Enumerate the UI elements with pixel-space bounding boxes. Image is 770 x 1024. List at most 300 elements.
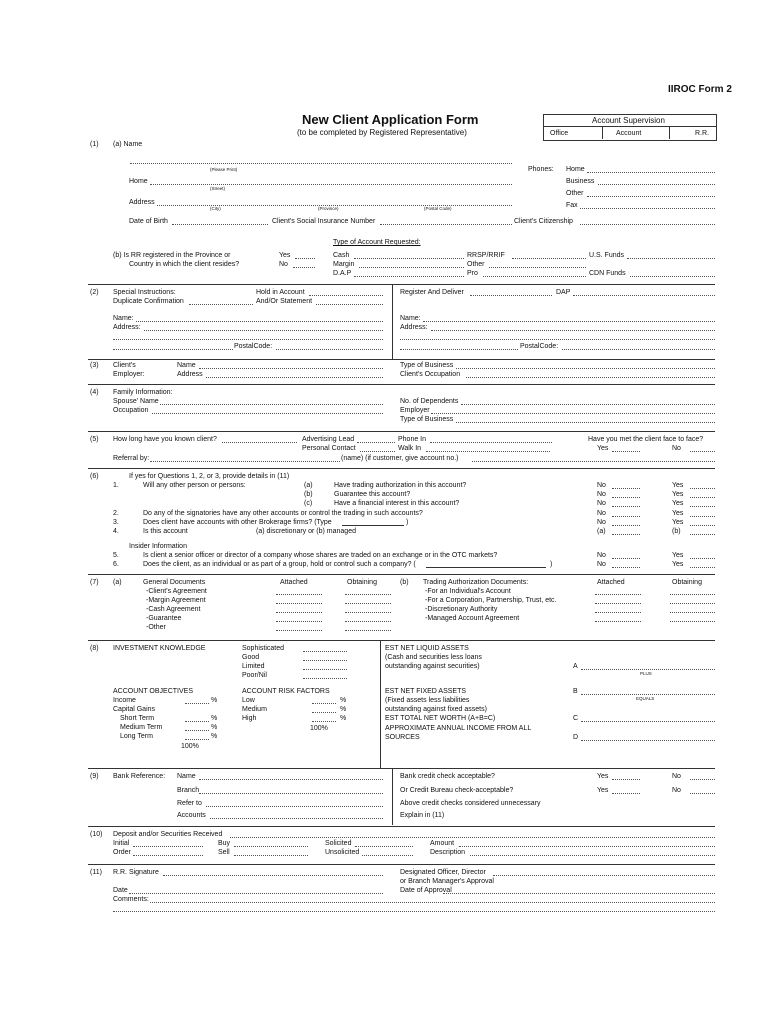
type-requested: Type of Account Requested: [333,239,421,246]
q4-a: (a) [597,528,606,535]
supervision-office: Office [550,130,569,137]
cash-field[interactable] [354,258,464,259]
dap-label: D.A.P [333,270,352,277]
bank-name-field[interactable] [199,779,383,780]
s6-intro: If yes for Questions 1, 2, or 3, provide details in (11) [129,473,290,480]
supervision-title: Account Supervision [592,116,665,125]
rr-no-field[interactable] [293,267,315,268]
credit-yes-field[interactable] [612,779,640,780]
phone-other-field[interactable] [587,196,715,197]
q2-num: 2. [113,510,119,517]
s10-num: (10) [90,831,103,838]
cash-label: Cash [333,252,350,259]
pro-field[interactable] [483,276,586,277]
q5-no-field[interactable] [612,558,640,559]
k-sophisticated: Sophisticated [242,645,285,652]
q1a-text: Have trading authorization in this account? [334,482,467,489]
rr-signature-field[interactable] [163,875,383,876]
rr-yes-field[interactable] [295,258,315,259]
face-no-field[interactable] [690,451,715,452]
liquid-title: EST NET LIQUID ASSETS [385,645,469,652]
s4-occupation-field[interactable] [152,413,383,414]
dob-field[interactable] [172,224,268,225]
s2-num: (2) [90,289,99,296]
d-field[interactable] [581,740,715,741]
objectives-label: ACCOUNT OBJECTIVES [113,688,193,695]
q1b-yes-field[interactable] [690,497,715,498]
credit-yes: Yes [597,773,609,780]
hold-label: Hold in Account [256,289,305,296]
q1-text: Will any other person or persons: [143,482,246,489]
form-label: IIROC Form 2 [668,84,732,95]
s1-num: (1) [90,141,99,148]
short-pct: % [211,715,218,722]
s2-name-label: Name: [113,315,134,322]
s4-type-business-field[interactable] [456,422,715,423]
q3-no: No [597,519,606,526]
q3-num: 3. [113,519,119,526]
liquid-1: (Cash and securities less loans [385,654,482,661]
obtaining2-label: Obtaining [672,579,702,586]
amount-field[interactable] [459,846,715,847]
att-4[interactable] [276,621,322,622]
q1-num: 1. [113,482,119,489]
long-pct: % [211,733,218,740]
risk-high-field[interactable] [312,721,336,722]
walk-in-field[interactable] [426,451,550,452]
q5-text: Is client a senior officer or director of a company whose shares are traded on an exchange or in the OTC markets? [143,552,498,559]
q4-disc: (a) discretionary or (b) managed [256,528,356,535]
city-hint: (City) [210,206,221,211]
and-or-label: And/Or Statement [256,298,313,305]
dup-field[interactable] [189,304,253,305]
home-street-field[interactable] [150,184,512,185]
s4-employer-label: Employer [400,407,430,414]
s5-num: (5) [90,436,99,443]
sin-label: Client's Social Insurance Number [272,218,376,225]
cdn-funds-field[interactable] [630,276,715,277]
solicited-field[interactable] [355,846,413,847]
income-label: Income [113,697,136,704]
liquid-2: outstanding against securities) [385,663,480,670]
q3-no-field[interactable] [612,525,640,526]
tdoc-discretionary: -Discretionary Authority [425,606,498,613]
knowledge-label: INVESTMENT KNOWLEDGE [113,645,206,652]
fixed-2: outstanding against fixed assets) [385,706,487,713]
tdoc-managed: -Managed Account Agreement [425,615,520,622]
description-label: Description [430,849,466,856]
q1c-no: No [597,500,606,507]
spouse-label: Spouse' Name [113,398,159,405]
obt-1[interactable] [345,594,391,595]
comments-label: Comments: [113,896,149,903]
tobt-4[interactable] [670,621,715,622]
referral-note: (name) (if customer, give account no.) [341,455,459,462]
address-label: Address [129,199,155,206]
doc-margin-agreement: -Margin Agreement [146,597,206,604]
s7-num: (7) [90,579,99,586]
risk-total: 100% [310,725,328,732]
s6-num: (6) [90,473,99,480]
q1a-no: No [597,482,606,489]
obt-4[interactable] [345,621,391,622]
phone-fax-field[interactable] [580,208,715,209]
q4-b-field[interactable] [690,534,715,535]
insider-label: Insider Information [129,543,187,550]
doc-cash-agreement: -Cash Agreement [146,606,201,613]
special-label: Special Instructions: [113,289,176,296]
att-2[interactable] [276,603,322,604]
hold-field[interactable] [309,295,383,296]
worth-label: EST TOTAL NET WORTH (A+B=C) [385,715,496,722]
short-field[interactable] [185,721,209,722]
q6-no-field[interactable] [612,567,640,568]
date-label: Date [113,887,128,894]
rrsp-label: RRSP/RRIF [467,252,505,259]
bank-name-label: Name [177,773,196,780]
capital-label: Capital Gains [113,706,156,713]
branch-mgr-label: or Branch Manager's Approval [400,878,494,885]
c-label: C [573,715,579,722]
s9-num: (9) [90,773,99,780]
phones-label: Phones: [528,166,554,173]
q1b-no: No [597,491,606,498]
doc-other: -Other [146,624,166,631]
q2-yes-field[interactable] [690,516,715,517]
s2r-name-label: Name: [400,315,421,322]
how-long-label: How long have you known client? [113,436,217,443]
tdoc-individual: -For an Individual's Account [425,588,511,595]
plus-label: PLUS [640,671,652,676]
medium-term-label: Medium Term [120,724,163,731]
s2r-address-line3[interactable] [400,349,518,350]
d-label: D [573,734,579,741]
risk-medium-field[interactable] [312,712,336,713]
register-field[interactable] [470,295,552,296]
k-f1[interactable] [303,651,347,652]
q1a-yes-field[interactable] [690,488,715,489]
s3-name-field[interactable] [199,368,383,369]
general-docs: General Documents [143,579,206,586]
name-label: (a) Name [113,141,143,148]
subtitle: (to be completed by Registered Representative) [297,128,467,137]
tatt-3[interactable] [595,612,641,613]
date-field[interactable] [129,893,383,894]
designated-field[interactable] [493,875,715,876]
cdn-funds-label: CDN Funds [589,270,626,277]
above-checks-label: Above credit checks considered unnecessary [400,800,541,807]
adv-lead-field[interactable] [357,442,395,443]
how-long-field[interactable] [222,442,297,443]
q1b-text: Guarantee this account? [334,491,411,498]
s2r-address-line2[interactable] [400,339,715,340]
long-field[interactable] [185,739,209,740]
risk-medium: Medium [242,706,267,713]
long-label: Long Term [120,733,153,740]
k-f4[interactable] [303,678,347,679]
dap2-label: DAP [556,289,571,296]
q1a-yes: Yes [672,482,684,489]
name-field[interactable] [130,163,512,164]
q6-company-field[interactable] [426,567,546,568]
risk-high-pct: % [340,715,347,722]
rr-registered-q2: Country in which the client resides? [129,261,240,268]
q1a-no-field[interactable] [612,488,640,489]
citizenship-field[interactable] [580,224,715,225]
s2-postal-label: PostalCode: [234,343,273,350]
and-or-field[interactable] [316,304,383,305]
sin-field[interactable] [380,224,512,225]
attached2-label: Attached [597,579,625,586]
doa-field[interactable] [443,893,715,894]
s3-num: (3) [90,362,99,369]
street-hint: (Street) [210,186,226,191]
s2-address-field[interactable] [144,330,383,331]
q6-num: 6. [113,561,119,568]
credit-no-field[interactable] [690,779,715,780]
type-business-label: Type of Business [400,362,454,369]
type-business-field[interactable] [456,368,715,369]
q3-yes-field[interactable] [690,525,715,526]
please-print: (Please Print) [210,167,238,172]
personal-field[interactable] [360,451,395,452]
phone-other-label: Other [566,190,584,197]
q3-type-field[interactable] [342,525,404,526]
k-limited: Limited [242,663,265,670]
q1b-letter: (b) [304,491,313,498]
q5-no: No [597,552,606,559]
s3-address-field[interactable] [206,377,383,378]
face-yes-label: Yes [597,445,609,452]
occupation-label: Client's Occupation [400,371,461,378]
objectives-total: 100% [181,743,199,750]
postal-hint: (Postal Code) [424,206,452,211]
initial-label: Initial [113,840,130,847]
b-field[interactable] [581,694,715,695]
phone-fax-label: Fax [566,202,578,209]
credit-check-label: Bank credit check acceptable? [400,773,495,780]
accounts-label: Accounts [177,812,206,819]
k-poor: Poor/Nil [242,672,267,679]
face-yes-field[interactable] [612,451,640,452]
k-f3[interactable] [303,669,347,670]
q6-yes-field[interactable] [690,567,715,568]
designated-label: Designated Officer, Director [400,869,486,876]
phone-business-label: Business [566,178,595,185]
tobt-2[interactable] [670,603,715,604]
att-5[interactable] [276,630,322,631]
fixed-1: (Fixed assets less liabilities [385,697,470,704]
solicited-label: Solicited [325,840,352,847]
obt-3[interactable] [345,612,391,613]
q1c-no-field[interactable] [612,506,640,507]
q1b-no-field[interactable] [612,497,640,498]
doc-guarantee: -Guarantee [146,615,182,622]
supervision-rr: R.R. [695,130,709,137]
dependents-label: No. of Dependents [400,398,459,405]
doc-client-agreement: -Client's Agreement [146,588,207,595]
rr-signature-label: R.R. Signature [113,869,159,876]
obt-2[interactable] [345,603,391,604]
refer-to-field[interactable] [206,806,383,807]
other-type-label: Other [467,261,485,268]
q4-text: Is this account [143,528,188,535]
deposit-field[interactable] [230,837,715,838]
q1a-letter: (a) [304,482,313,489]
c-field[interactable] [581,721,715,722]
tdoc-corporation: -For a Corporation, Partnership, Trust, etc. [425,597,557,604]
page-title: New Client Application Form [302,112,479,127]
q1c-yes: Yes [672,500,684,507]
bureau-yes: Yes [597,787,609,794]
personal-label: Personal Contact [302,445,356,452]
q5-yes-field[interactable] [690,558,715,559]
tobt-3[interactable] [670,612,715,613]
rrsp-field[interactable] [512,258,586,259]
s4-employer-field[interactable] [431,413,715,414]
q2-no: No [597,510,606,517]
income-field[interactable] [185,703,209,704]
tobt-1[interactable] [670,594,715,595]
a-label: A [573,663,578,670]
phone-business-field[interactable] [598,184,715,185]
bureau-no-field[interactable] [690,793,715,794]
risk-medium-pct: % [340,706,347,713]
q1c-text: Have a financial interest in this account? [334,500,460,507]
k-f2[interactable] [303,660,347,661]
risk-low: Low [242,697,255,704]
q6-yes: Yes [672,561,684,568]
a-field[interactable] [581,669,715,670]
q2-no-field[interactable] [612,516,640,517]
face-no-label: No [672,445,681,452]
fixed-title: EST NET FIXED ASSETS [385,688,467,695]
equals-label: EQUALS [636,696,655,701]
margin-field[interactable] [359,267,464,268]
s2-postal-field[interactable] [276,349,383,350]
q2-yes: Yes [672,510,684,517]
bureau-yes-field[interactable] [612,793,640,794]
q2-text: Do any of the signatories have any other accounts or control the trading in such accounts? [143,510,423,517]
phone-in-field[interactable] [430,442,552,443]
q6-text: Does the client, as an individual or as part of a group, hold or control such a company? ( [143,561,416,568]
s2-address-line2[interactable] [113,339,383,340]
comments-field[interactable] [150,902,715,903]
risk-high: High [242,715,257,722]
accounts-field[interactable] [210,818,383,819]
q5-num: 5. [113,552,119,559]
adv-lead-label: Advertising Lead [302,436,355,443]
tatt-1[interactable] [595,594,641,595]
s3-address-label: Address [177,371,203,378]
q3-yes: Yes [672,519,684,526]
obt-5[interactable] [345,630,391,631]
buy-field[interactable] [234,846,308,847]
other-type-field[interactable] [489,267,586,268]
s11-num: (11) [90,869,102,876]
bureau-check-label: Or Credit Bureau check-acceptable? [400,787,514,794]
q3-text: Does client have accounts with other Brokerage firms? (Type [143,519,332,526]
rr-no-label: No [279,261,288,268]
walk-in-label: Walk In [398,445,422,452]
s2r-address-label: Address: [400,324,428,331]
referral-label: Referral by: [113,455,150,462]
q4-a-field[interactable] [612,534,640,535]
sell-label: Sell [218,849,230,856]
home-label: Home [129,178,148,185]
q4-num: 4. [113,528,119,535]
q1c-yes-field[interactable] [690,506,715,507]
tatt-4[interactable] [595,621,641,622]
q6-no: No [597,561,606,568]
s2r-postal-field[interactable] [562,349,715,350]
dup-label: Duplicate Confirmation [113,298,184,305]
order-label: Order [113,849,131,856]
s3-clients: Client's [113,362,136,369]
s2r-address-field[interactable] [431,330,715,331]
medium-term-field[interactable] [185,730,209,731]
trading-docs: Trading Authorization Documents: [423,579,529,586]
income-pct: % [211,697,218,704]
phone-in-label: Phone In [398,436,427,443]
s2r-postal-label: PostalCode: [520,343,559,350]
dap2-field[interactable] [573,295,715,296]
s7-a: (a) [113,579,122,586]
register-label: Register And Deliver [400,289,464,296]
comments-field-2[interactable] [113,911,715,912]
s3-name-label: Name [177,362,196,369]
s2-address-line3[interactable] [113,349,233,350]
dob-label: Date of Birth [129,218,168,225]
att-1[interactable] [276,594,322,595]
us-funds-field[interactable] [627,258,715,259]
risk-low-field[interactable] [312,703,336,704]
s2-name-field[interactable] [136,321,383,322]
occupation-field[interactable] [466,377,715,378]
s2-address-label: Address: [113,324,141,331]
unsolicited-field[interactable] [362,855,413,856]
sources-label: SOURCES [385,734,420,741]
initial-field[interactable] [133,846,203,847]
s3-employer: Employer: [113,371,145,378]
s7-b: (b) [400,579,409,586]
phone-home-field[interactable] [587,172,715,173]
s2r-name-field[interactable] [423,321,715,322]
risk-low-pct: % [340,697,347,704]
amount-label: Amount [430,840,455,847]
bureau-no: No [672,787,681,794]
us-funds-label: U.S. Funds [589,252,625,259]
supervision-account: Account [616,130,642,137]
q5-yes: Yes [672,552,684,559]
family-label: Family Information: [113,389,173,396]
dependents-field[interactable] [461,404,715,405]
att-3[interactable] [276,612,322,613]
deposit-label: Deposit and/or Securities Received [113,831,223,838]
dap-field[interactable] [354,276,464,277]
referral-field[interactable] [150,461,340,462]
tatt-2[interactable] [595,603,641,604]
pro-label: Pro [467,270,478,277]
province-hint: (Province) [318,206,339,211]
sell-field[interactable] [234,855,308,856]
description-field[interactable] [470,855,715,856]
order-field[interactable] [133,855,203,856]
spouse-field[interactable] [160,404,383,405]
bank-branch-label: Branch [177,787,200,794]
bank-branch-field[interactable] [199,793,383,794]
referral-account-field[interactable] [472,461,715,462]
